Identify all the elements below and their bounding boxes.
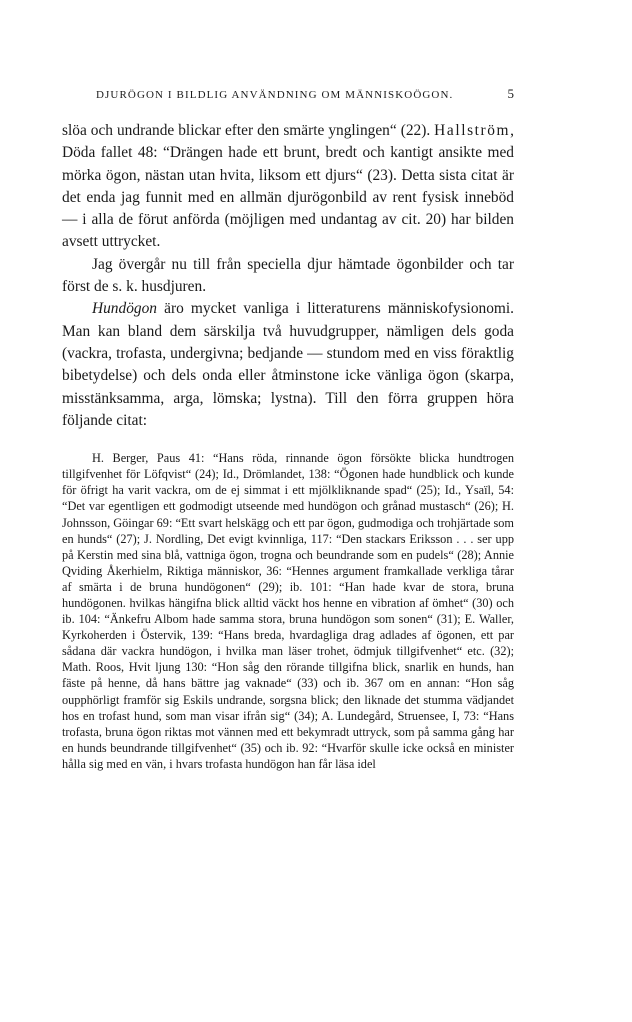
running-head-title: DJURÖGON I BILDLIG ANVÄNDNING OM MÄNNISKOÖGON. <box>96 89 454 101</box>
paragraph-1 <box>62 120 514 254</box>
citations-text: H. Berger, Paus 41: “Hans röda, rinnande ögon försökte blicka hundtrogen tillgifvenhet för Löfqvist“ (24); Id., Drömlandet, 138: “Ögonen hade hundblick och kunde för öfrigt ha varit vackra, om de ej simmat i ett mjölkliknande spad“ (25); Id., Ysaïl, 54: “Det var egentligen ett godmodigt utseende med hundögon och grånad mustasch“ (26); H. Johnsson, Göingar 69: “Ett svart helskägg och ett par ögon, gudmodiga och trohjärtade som en hunds“ (27); J. Nordling, Det evigt kvinnliga, 117: “Den stackars Eriksson . . . ser upp på Kerstin med sina blå, vattniga ögon, trogna och beundrande som en pudels“ (28); Annie Qviding Åkerhielm, Riktiga människor, 36: “Hennes argument framkallade verkliga tårar af smärta i de bruna hundögonen“ (29); ib. 101: “Han hade kvar de stora, bruna hundögonen. hvilkas hängifna blick alltid väckt hos henne en vibration af ömhet“ (30) och ib. 104: “Änkefru Albom hade samma stora, bruna hundögon som sonen“ (31); E. Waller, Kyrkoherden i Östervik, 139: “Hans breda, hvardagliga drag adlades af ögonen, ett par sådana där vackra hundögon, i hvilka man läser trohet, ödmjuk tillgifvenhet“ etc. (32); Math. Roos, Hvit ljung 130: “Hon såg den rörande tillgifna blick, snarlik en hunds, han fäste på henne, då hans bättre jag vaknade“ (33) och ib. 367 om en annan: “Hon såg oupphörligt framför sig Eskils undrande, sorgsna blick; den liknade det stumma vädjandet hos en trofast hund, som man visar ifrån sig“ (34); A. Lundegård, Struensee, I, 73: “Hans trofasta, bruna ögon riktas mot vännen med ett bekymradt uttryck, som på samma gång har en hunds beundrande tillgifvenhet“ (35) och ib. 92: “Hvarför skulle icke också en minister hålla sig med en vän, i hvars trofasta hundögon han får läsa idel <box>62 451 514 771</box>
paragraph-3 <box>62 298 514 432</box>
body-text <box>62 120 514 432</box>
term-hundogon: Hundögon <box>92 300 157 318</box>
book-page <box>62 86 514 772</box>
running-head <box>62 86 514 110</box>
citations-block <box>62 450 514 772</box>
paragraph-3-post: äro mycket vanliga i litteraturens människofysionomi. Man kan bland dem särskilja två huvudgrupper, nämligen dels goda (vackra, trofasta, undergivna; bedjande — stundom med en viss föraktlig bibetydelse) och dels onda eller åtminstone icke vänliga ögon (skarpa, misstänksamma, arga, lömska; lystna). Till den förra gruppen höra följande citat: <box>62 300 514 429</box>
paragraph-1-pre: slöa och undrande blickar efter den smärte ynglingen“ (22). <box>62 122 435 139</box>
paragraph-1-post: , Döda fallet 48: “Drängen hade ett brunt, bredt och kantigt ansikte med mörka ögon, nästan utan hvita, liksom ett djurs“ (23). Detta sista citat är det enda jag funnit med en allmän djurögonbild av rent fysisk inneböd — i alla de förut anförda (möjligen med undantag av cit. 20) har bilden avsett uttrycket. <box>62 122 514 251</box>
author-name-hallstrom: Hallström <box>434 122 511 139</box>
page-number: 5 <box>507 86 514 101</box>
paragraph-2: Jag övergår nu till från speciella djur hämtade ögonbilder och tar först de s. k. husdjuren. <box>62 255 514 296</box>
